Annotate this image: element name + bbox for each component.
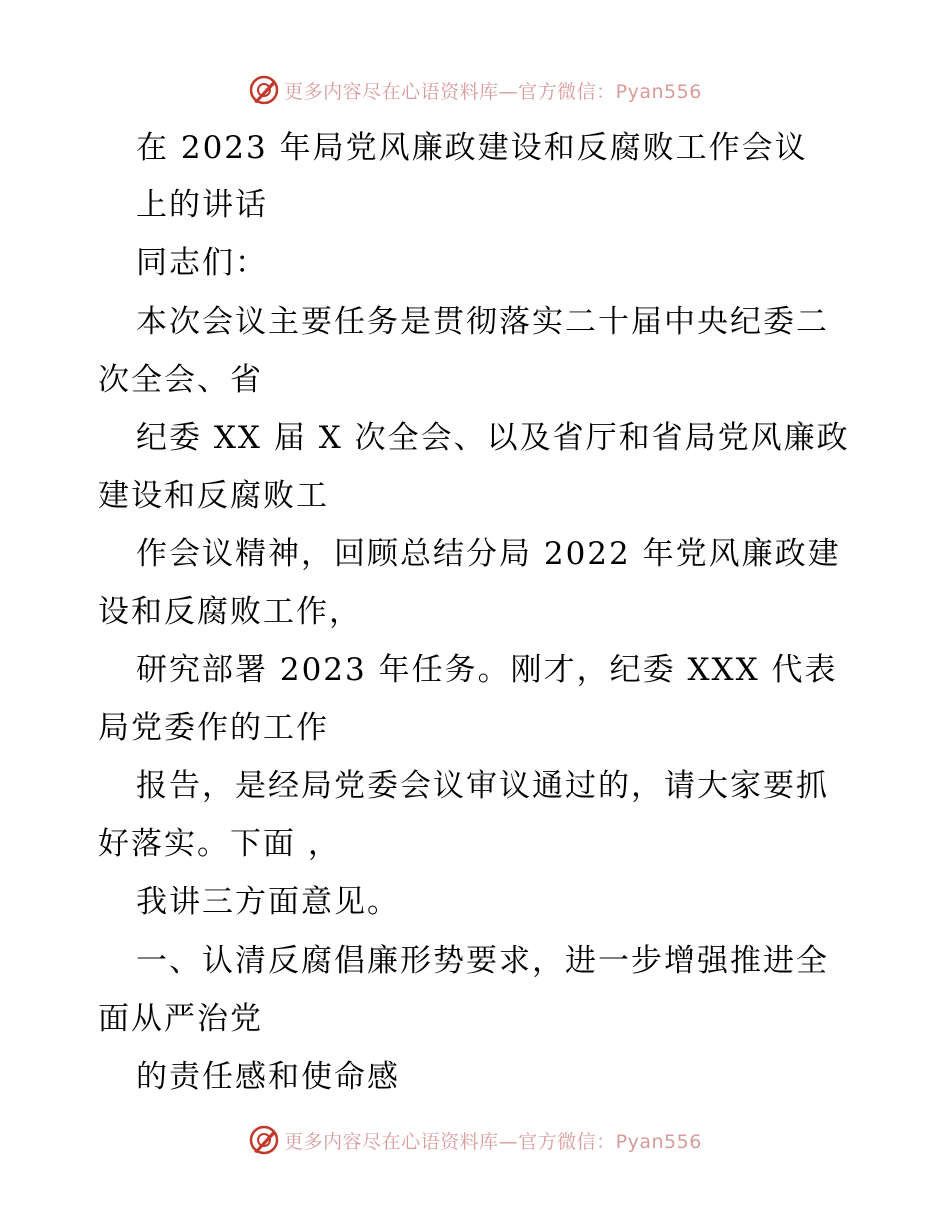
paragraph-line: 研究部署 2023 年任务。刚才，纪委 XXX 代表 — [136, 652, 838, 688]
quill-seal-icon — [248, 1124, 280, 1156]
footer-text: 更多内容尽在心语资料库—官方微信：Pyan556 — [284, 1130, 702, 1153]
footer-watermark — [0, 1120, 950, 1160]
header-watermark — [0, 70, 950, 110]
paragraph-line: 报告，是经局党委会议审议通过的，请大家要抓 — [136, 768, 829, 804]
section-heading-line: 面从严治党 — [98, 1001, 263, 1037]
header-text: 更多内容尽在心语资料库—官方微信：Pyan556 — [284, 80, 702, 103]
paragraph-line: 作会议精神，回顾总结分局 2022 年党风廉政建 — [136, 536, 841, 572]
document-title-line-1: 在 2023 年局党风廉政建设和反腐败工作会议 — [136, 130, 808, 166]
paragraph-line: 建设和反腐败工 — [98, 478, 329, 514]
paragraph-line: 本次会议主要任务是贯彻落实二十届中央纪委二 — [136, 304, 829, 340]
document-title-line-2: 上的讲话 — [136, 187, 268, 223]
paragraph-line: 设和反腐败工作， — [98, 594, 362, 630]
section-heading-line: 的责任感和使命感 — [136, 1059, 400, 1095]
quill-seal-icon — [248, 74, 280, 106]
paragraph-line: 我讲三方面意见。 — [136, 884, 400, 920]
section-heading-line: 一、认清反腐倡廉形势要求，进一步增强推进全 — [136, 943, 829, 979]
greeting: 同志们： — [136, 245, 268, 281]
paragraph-line: 好落实。下面 ， — [98, 826, 341, 862]
paragraph-line: 纪委 XX 届 X 次全会、以及省厅和省局党风廉政 — [136, 420, 850, 456]
paragraph-line: 局党委作的工作 — [98, 710, 329, 746]
paragraph-line: 次全会、省 — [98, 362, 263, 398]
